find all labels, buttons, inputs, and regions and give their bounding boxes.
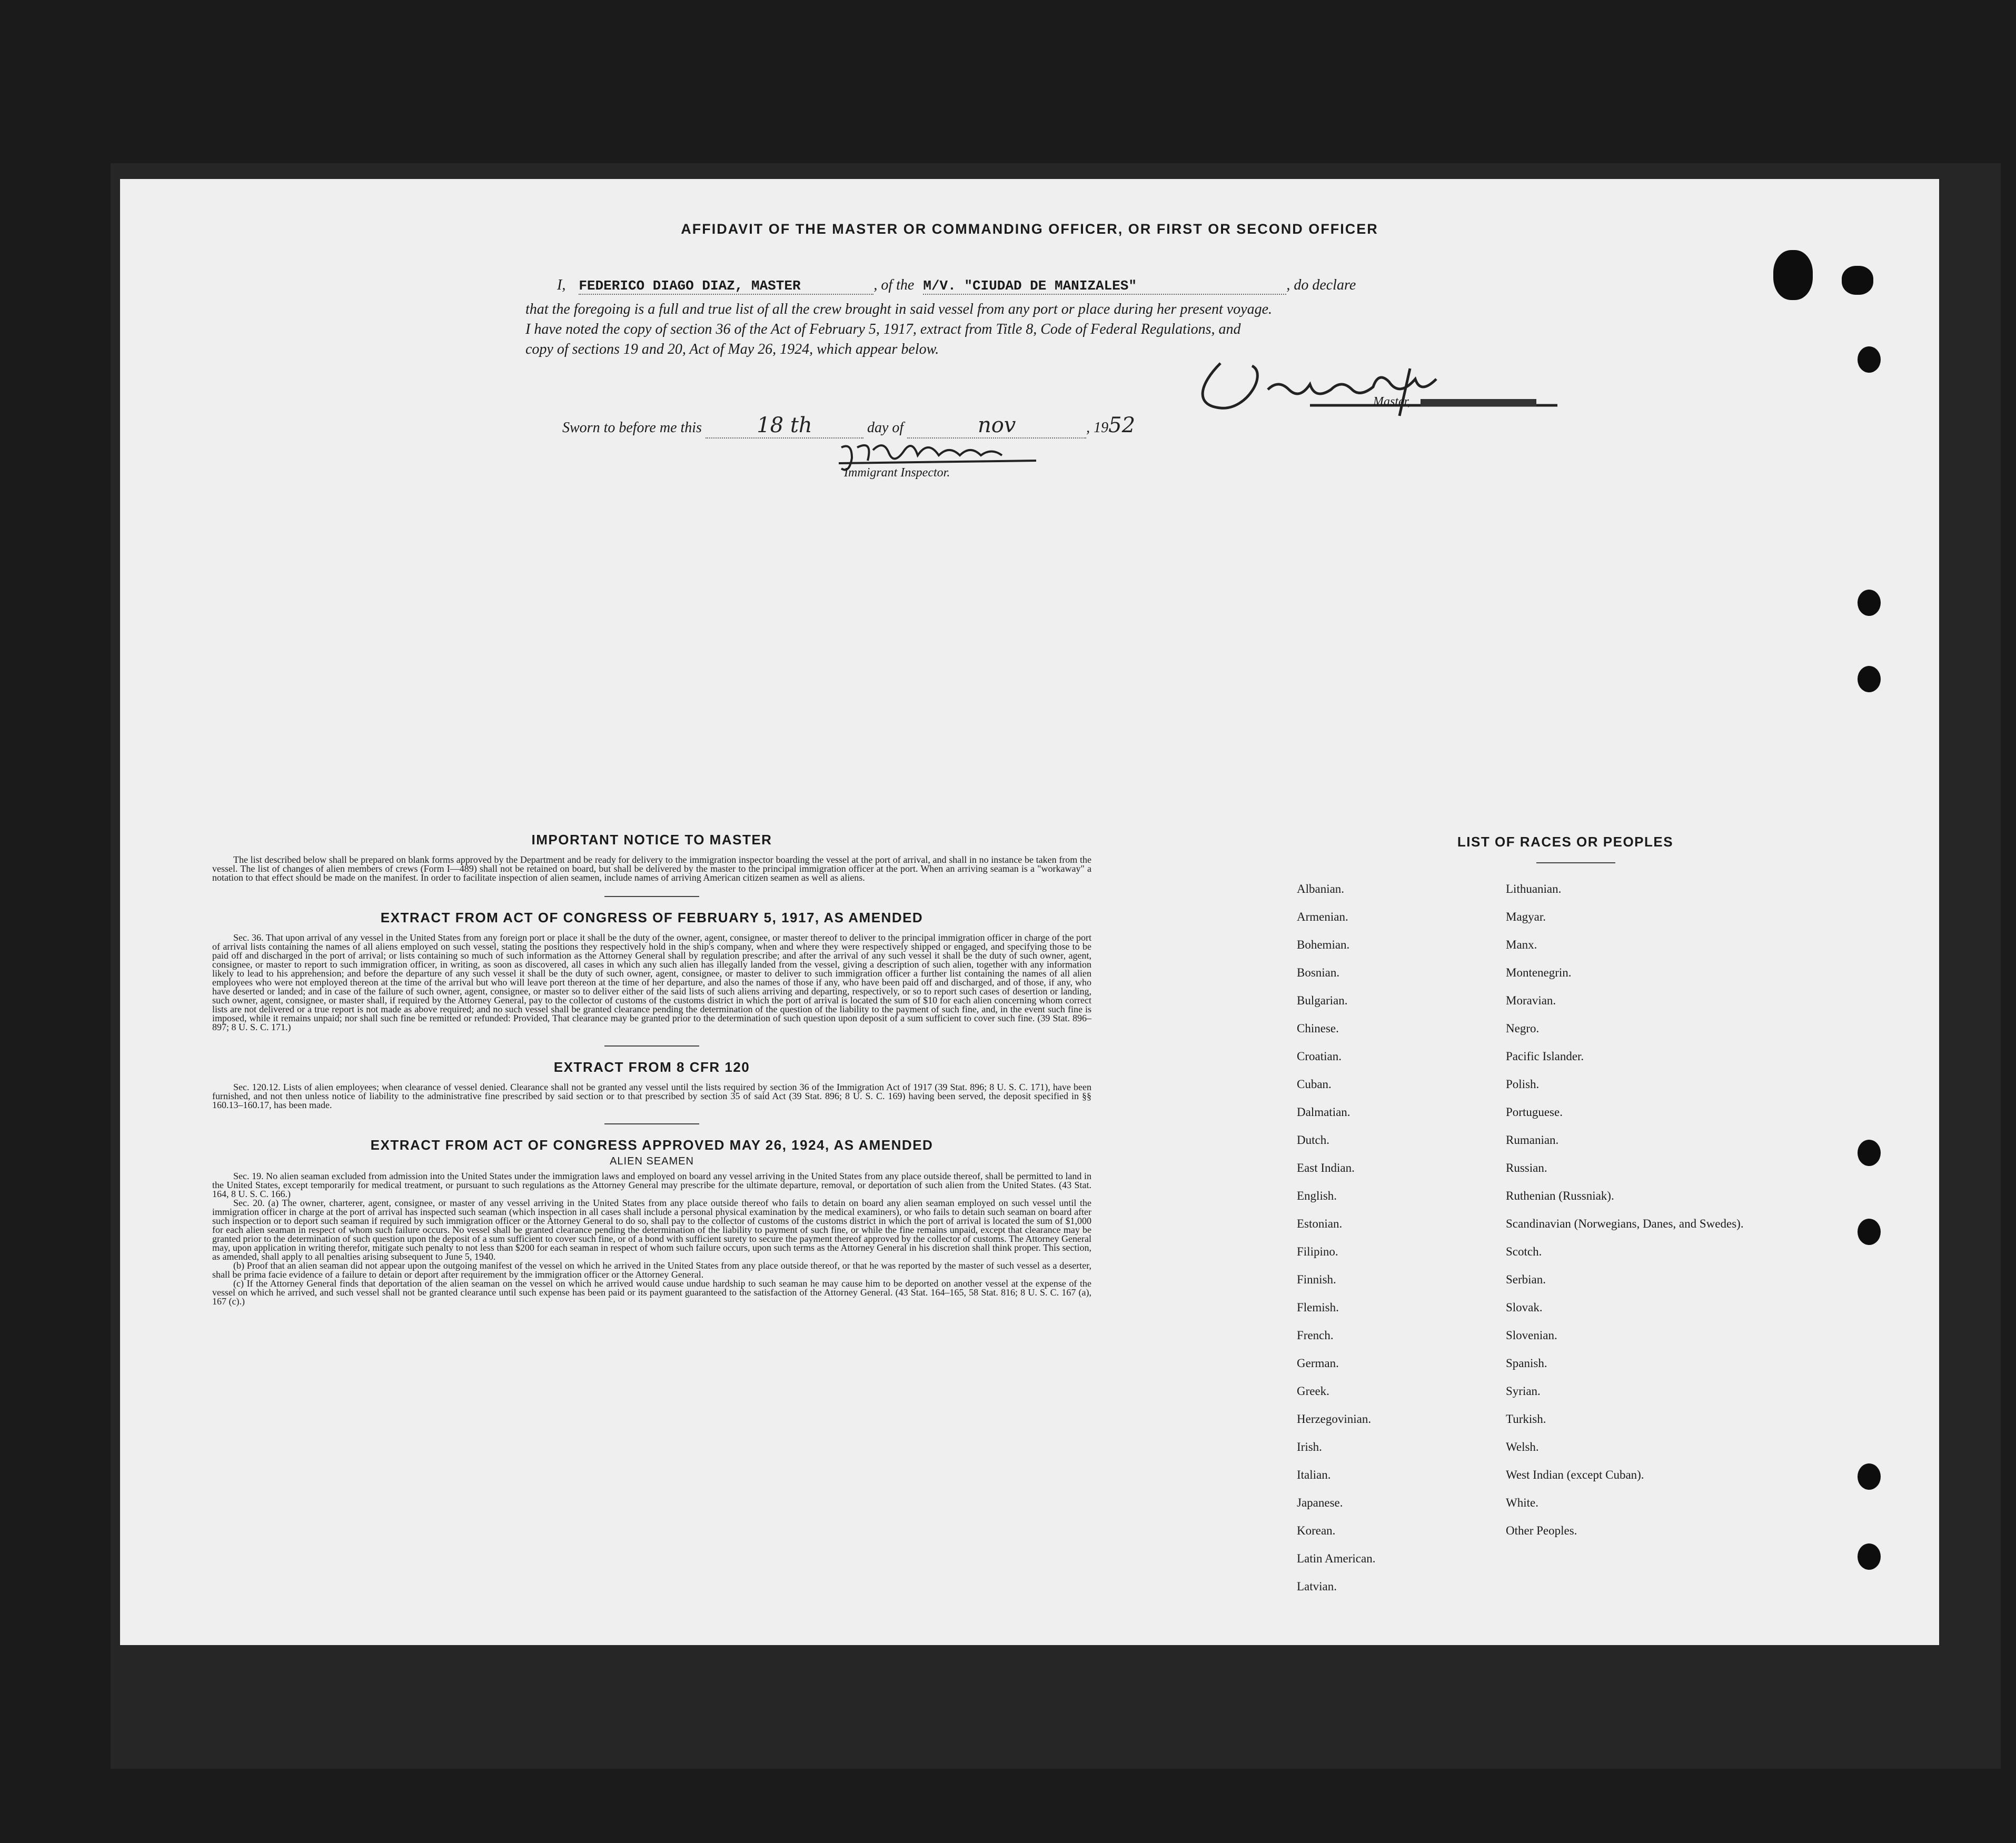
race-item: Bulgarian.	[1297, 994, 1348, 1007]
race-item: Albanian.	[1297, 882, 1345, 895]
divider	[604, 1045, 699, 1047]
notice-title: IMPORTANT NOTICE TO MASTER	[531, 832, 772, 848]
punch-hole	[1858, 590, 1881, 616]
sec20c-body: (c) If the Attorney General finds that deportation of the alien seaman on the vessel on which he arrived would cause undue hardship to such seaman he may cause him to be deported on another vessel at the expense of the vessel on which he arrived, and such vessel shall not be granted clearance until such expense has been paid or its payment guaranteed to the satisfaction of the Attorney General. (43 Stat. 164–165, 58 Stat. 816; 8 U. S. C. 167 (a), 167 (c).)	[212, 1278, 1091, 1307]
race-item: Japanese.	[1297, 1496, 1343, 1509]
sworn-label: Sworn to before me this	[562, 420, 702, 436]
extract-1924-title: EXTRACT FROM ACT OF CONGRESS APPROVED MAY 26, 1924, AS AMENDED	[370, 1137, 933, 1153]
punch-hole	[1858, 666, 1881, 692]
punch-hole	[1858, 1543, 1881, 1570]
inspector-label: Immigrant Inspector.	[844, 466, 950, 480]
declare-label: , do declare	[1286, 277, 1356, 293]
affidavit-pre-name: I,	[557, 277, 566, 293]
race-item: Ruthenian (Russniak).	[1506, 1189, 1614, 1202]
extract-1924-subtitle: ALIEN SEAMEN	[610, 1155, 694, 1167]
of-the-label: , of the	[873, 277, 915, 293]
sworn-year: 52	[1108, 413, 1136, 437]
race-item: Russian.	[1506, 1161, 1547, 1174]
affidavit-line-2: that the foregoing is a full and true list of all the crew brought in said vessel from any port or place during her present voyage.	[525, 301, 1273, 317]
race-item: Manx.	[1506, 938, 1537, 951]
sec20b-body: (b) Proof that an alien seaman did not appear upon the outgoing manifest of the vessel on which he arrived in the United States from any place outside thereof, or that he was reported by the master of such vessel as a deserter, shall be prima facie evidence of a failure to detain or deport after requirement by the immigration officer or the Attorney General.	[212, 1260, 1091, 1280]
race-item: Bosnian.	[1297, 966, 1340, 979]
extract-cfr-title: EXTRACT FROM 8 CFR 120	[553, 1059, 750, 1075]
race-item: Latvian.	[1297, 1580, 1337, 1593]
race-item: Croatian.	[1297, 1050, 1342, 1063]
race-item: Armenian.	[1297, 910, 1348, 923]
race-item: Korean.	[1297, 1524, 1336, 1537]
race-item: Chinese.	[1297, 1022, 1339, 1035]
sworn-line	[562, 413, 1568, 439]
races-right-column	[1506, 882, 1769, 1552]
race-item: Finnish.	[1297, 1273, 1336, 1286]
master-signature	[1189, 353, 1568, 421]
notices-column	[212, 832, 1091, 1306]
notice-body: The list described below shall be prepared on blank forms approved by the Department and be ready for delivery to the immigration inspector boarding the vessel at the port of arrival, and shall in no instance be taken from the vessel. The list of changes of alien members of crews (Form I—489) shall not be retained on board, but shall be delivered by the master to the principal immigration officer at the port. When an arriving seaman is a "workaway" a notation to that effect should be made on the manifest. In order to facilitate inspection of alien seamen, include names of arriving American citizen seamen as well as aliens.	[212, 854, 1091, 883]
race-item: Turkish.	[1506, 1412, 1546, 1426]
race-item: Greek.	[1297, 1384, 1329, 1398]
binding-mark	[1842, 266, 1873, 295]
race-item: Serbian.	[1506, 1273, 1546, 1286]
vessel-name: M/V. "CIUDAD DE MANIZALES"	[923, 278, 1137, 294]
race-item: Lithuanian.	[1506, 882, 1562, 895]
race-item: French.	[1297, 1329, 1334, 1342]
race-item: Slovenian.	[1506, 1329, 1557, 1342]
race-item: Spanish.	[1506, 1357, 1547, 1370]
race-item: Negro.	[1506, 1022, 1540, 1035]
day-of-label: day of	[867, 420, 904, 436]
year-prefix: , 19	[1086, 420, 1109, 436]
race-item: Polish.	[1506, 1078, 1540, 1091]
races-divider	[1536, 862, 1615, 863]
manifest-sheet	[120, 179, 1939, 1645]
race-item: Filipino.	[1297, 1245, 1338, 1258]
race-item: West Indian (except Cuban).	[1506, 1468, 1644, 1481]
race-item: Scotch.	[1506, 1245, 1542, 1258]
race-item: Montenegrin.	[1506, 966, 1572, 979]
race-item: Herzegovinian.	[1297, 1412, 1372, 1426]
races-left-column	[1297, 882, 1486, 1608]
binding-mark	[1773, 250, 1813, 300]
punch-hole	[1858, 1219, 1881, 1245]
divider	[604, 1123, 699, 1124]
race-item: Other Peoples.	[1506, 1524, 1577, 1537]
race-item: Latin American.	[1297, 1552, 1376, 1565]
sec20a-body: Sec. 20. (a) The owner, charterer, agent, consignee, or master of any vessel arriving in the United States from any place outside thereof who fails to detain on board any alien seaman employed on such vessel until the immigration officer in charge at the port of arrival has inspected such seaman (which inspection in all cases shall include a personal physical examination by the medical examiners), or who fails to detain such seaman on board after such inspection or to deport such seaman if required by such immigration officer or the Attorney General to do so, shall pay to the collector of customs of the customs district in which the port of arrival is located the sum of $1,000 for each alien seaman in respect of whom such failure occurs. No vessel shall be granted clearance pending the determination of the liability to payment of such fine, or while the fine remains unpaid, except that clearance may be granted prior to the determination of such question upon the deposit of a sum sufficient to cover such fine, or of a bond with sufficient surety to secure the payment thereof approved by the collector of customs. The Attorney General may, upon application in writing therefor, mitigate such penalty to not less than $200 for each seaman in respect of whom such failure occurs, upon such terms as the Attorney General in his discretion shall think proper. This section, as amended, shall apply to all penalties arising subsequent to June 5, 1940.	[212, 1198, 1091, 1262]
race-item: Magyar.	[1506, 910, 1546, 923]
race-item: Dutch.	[1297, 1133, 1329, 1147]
race-item: Scandinavian (Norwegians, Danes, and Swedes).	[1506, 1217, 1744, 1230]
affidavit-line-3: I have noted the copy of section 36 of the Act of February 5, 1917, extract from Title 8, Code of Federal Regulations, and	[525, 321, 1241, 337]
extract-1917-title: EXTRACT FROM ACT OF CONGRESS OF FEBRUARY 5, 1917, AS AMENDED	[380, 910, 923, 925]
extract-cfr-body: Sec. 120.12. Lists of alien employees; when clearance of vessel denied. Clearance shall not be granted any vessel until the lists required by section 36 of the Immigration Act of 1917 (39 Stat. 896; 8 U. S. C. 171), have been furnished, and not then unless notice of liability to the administrative fine prescribed by said section or to that prescribed by section 35 of said Act (39 Stat. 896; 8 U. S. C. 169) having been served, the deposit specified in §§ 160.13–160.17, has been made.	[212, 1082, 1091, 1110]
race-item: Italian.	[1297, 1468, 1331, 1481]
race-item: German.	[1297, 1357, 1339, 1370]
race-item: Rumanian.	[1506, 1133, 1559, 1147]
sworn-month: nov	[977, 413, 1016, 437]
race-item: Cuban.	[1297, 1078, 1332, 1091]
punch-hole	[1858, 1140, 1881, 1166]
race-item: White.	[1506, 1496, 1538, 1509]
affidavit-line-1	[525, 277, 1531, 295]
punch-hole	[1858, 346, 1881, 373]
race-item: Portuguese.	[1506, 1105, 1563, 1119]
race-item: Pacific Islander.	[1506, 1050, 1584, 1063]
race-item: Moravian.	[1506, 994, 1556, 1007]
sec19-body: Sec. 19. No alien seaman excluded from admission into the United States under the immigration laws and employed on board any vessel arriving in the United States from any place outside thereof, shall be permitted to land in the United States, except temporarily for medical treatment, or pursuant to such regulations as the Attorney General may prescribe for the ultimate departure, removal, or deportation of such alien from the United States. (43 Stat. 164, 8 U. S. C. 166.)	[212, 1171, 1091, 1199]
master-label: Master,	[1373, 395, 1411, 409]
race-item: Flemish.	[1297, 1301, 1339, 1314]
race-item: English.	[1297, 1189, 1337, 1202]
race-item: Welsh.	[1506, 1440, 1539, 1453]
race-item: East Indian.	[1297, 1161, 1355, 1174]
race-item: Slovak.	[1506, 1301, 1543, 1314]
affidavit-title: AFFIDAVIT OF THE MASTER OR COMMANDING OFFICER, OR FIRST OR SECOND OFFICER	[681, 221, 1378, 237]
struck-out-officer-text	[1421, 399, 1536, 406]
extract-1917-body: Sec. 36. That upon arrival of any vessel in the United States from any foreign port or place it shall be the duty of the owner, agent, consignee, or master thereof to deliver to the principal immigration officer in charge of the port of arrival lists containing the names of all aliens employed on such vessel, stating the positions they respectively hold in the ship's company, when and where they were respectively shipped or engaged, and specifying those to be paid off and discharged in the port of arrival; or lists containing so much of such information as the Attorney General shall by regulation prescribe; and after the arrival of any such vessel it shall be the duty of such owner, agent, consignee, or master to report to such immigration officer, in writing, as soon as discovered, all cases in which any such alien has illegally landed from the vessel, giving a description of such alien, together with any information likely to lead to his apprehension; and before the departure of any such vessel it shall be the duty of such owner, agent, consignee, or master to deliver to such immigration officer a further list containing the names of all alien employees who were not employed thereon at the time of the arrival but who will leave port thereon at the time of her departure, and also the names of those if any, who have been paid off and discharged, and of those, if any, who have deserted or landed; and in case of the failure of such owner, agent, consignee, or master so to deliver either of the said lists of such aliens arriving and departing, respectively, or so to report such cases of desertion or landing, such owner, agent, consignee, or master shall, if required by the Attorney General, pay to the collector of customs of the customs district in which the port of arrival is located the sum of $10 for each alien concerning whom correct lists are not delivered or a true report is not made as above required; and no such vessel shall be granted clearance pending the determination of the question of the liability to the payment of such fine, and, in the event such fine is imposed, while it remains unpaid; nor shall such fine be remitted or refunded: Provided, That clearance may be granted prior to the determination of such question upon deposit of a sum sufficient to cover such fine. (39 Stat. 896–897; 8 U. S. C. 171.)	[212, 932, 1091, 1032]
sworn-day: 18 th	[757, 413, 812, 437]
race-item: Bohemian.	[1297, 938, 1350, 951]
master-name: FEDERICO DIAGO DIAZ, MASTER	[579, 278, 801, 294]
divider	[604, 896, 699, 897]
punch-hole	[1858, 1463, 1881, 1490]
race-item: Estonian.	[1297, 1217, 1343, 1230]
races-title: LIST OF RACES OR PEOPLES	[1457, 834, 1674, 850]
race-item: Dalmatian.	[1297, 1105, 1350, 1119]
race-item: Irish.	[1297, 1440, 1322, 1453]
affidavit-line-4: copy of sections 19 and 20, Act of May 26, 1924, which appear below.	[525, 341, 939, 357]
race-item: Syrian.	[1506, 1384, 1541, 1398]
